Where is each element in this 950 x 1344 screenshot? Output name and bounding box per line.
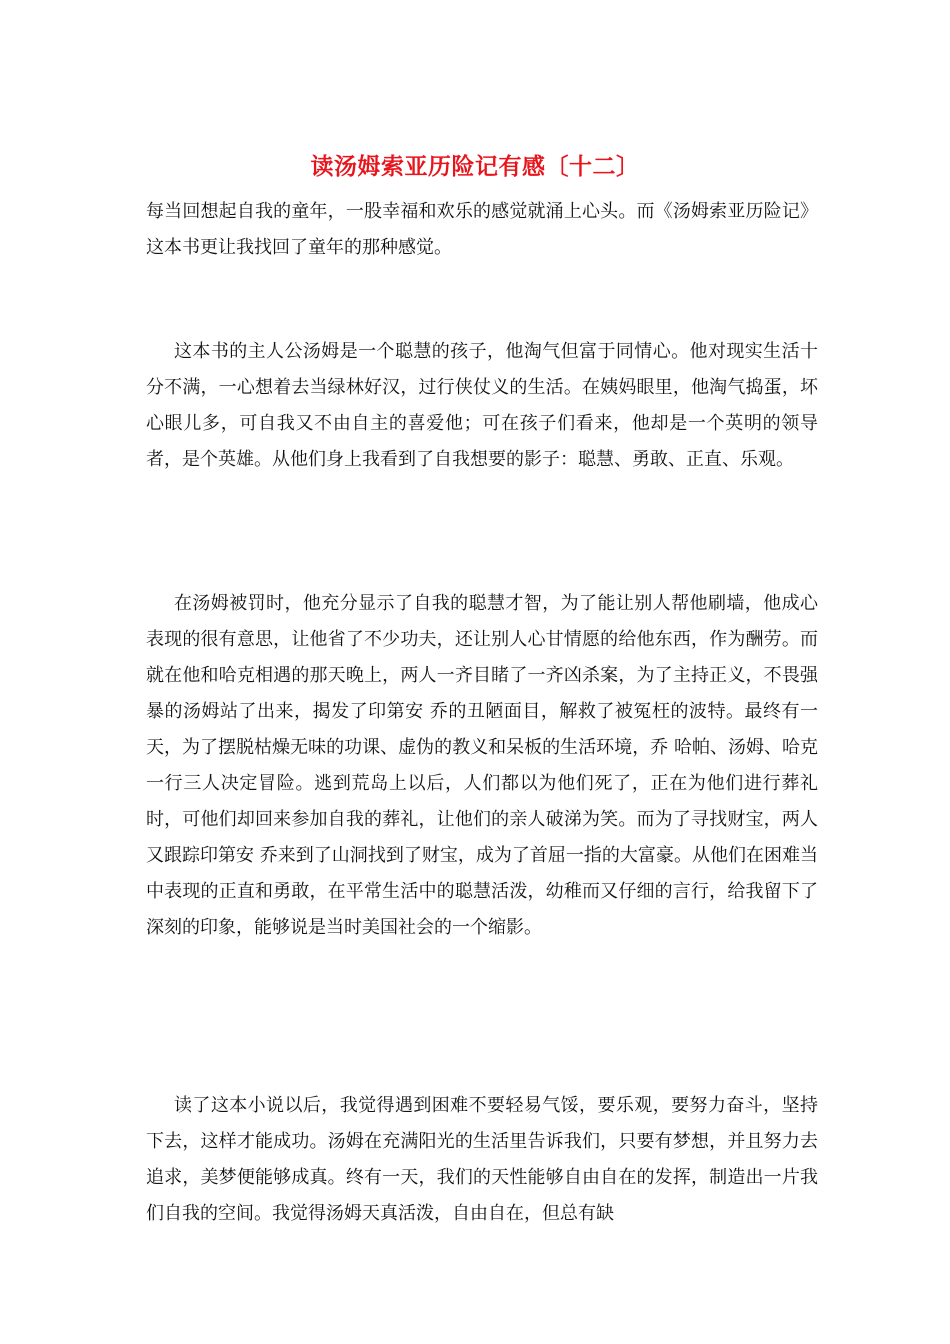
paragraph-protagonist: 这本书的主人公汤姆是一个聪慧的孩子，他淘气但富于同情心。他对现实生活十分不满，一心想着去当绿林好汉，过行侠仗义的生活。在姨妈眼里，他淘气捣蛋，坏心眼儿多，可自我又不由自主的喜爱他；可在孩子们看来，他却是一个英明的领导者，是个英雄。从他们身上我看到了自我想要的影子：聪慧、勇敢、正直、乐观。 — [146, 341, 818, 470]
paragraph-plot: 在汤姆被罚时，他充分显示了自我的聪慧才智，为了能让别人帮他刷墙，他成心表现的很有意思，让他省了不少功夫，还让别人心甘情愿的给他东西，作为酬劳。而就在他和哈克相遇的那天晚上，两人一齐目睹了一齐凶杀案，为了主持正义，不畏强暴的汤姆站了出来，揭发了印第安 乔的丑陋面目，解救了被冤枉的波特。最终有一天，为了摆脱枯燥无味的功课、虚伪的教义和呆板的生活环境，乔 哈帕、汤姆、哈克一行三人决定冒险。逃到荒岛上以后，人们都以为他们死了，正在为他们进行葬礼时，可他们却回来参加自我的葬礼，让他们的亲人破涕为笑。而为了寻找财宝，两人又跟踪印第安 乔来到了山洞找到了财宝，成为了首屈一指的大富豪。从他们在困难当中表现的正直和勇敢，在平常生活中的聪慧活泼，幼稚而又仔细的言行，给我留下了深刻的印象，能够说是当时美国社会的一个缩影。 — [146, 593, 818, 938]
document-title: 读汤姆索亚历险记有感〔十二〕 — [310, 153, 640, 180]
paragraph-intro: 每当回想起自我的童年，一股幸福和欢乐的感觉就涌上心头。而《汤姆索亚历险记》这本书更让我找回了童年的那种感觉。 — [146, 201, 818, 258]
paragraph-reflection: 读了这本小说以后，我觉得遇到困难不要轻易气馁，要乐观，要努力奋斗，坚持下去，这样才能成功。汤姆在充满阳光的生活里告诉我们，只要有梦想，并且努力去追求，美梦便能够成真。终有一天，我们的天性能够自由自在的发挥，制造出一片我们自我的空间。我觉得汤姆天真活泼，自由自在，但总有缺 — [146, 1095, 818, 1224]
